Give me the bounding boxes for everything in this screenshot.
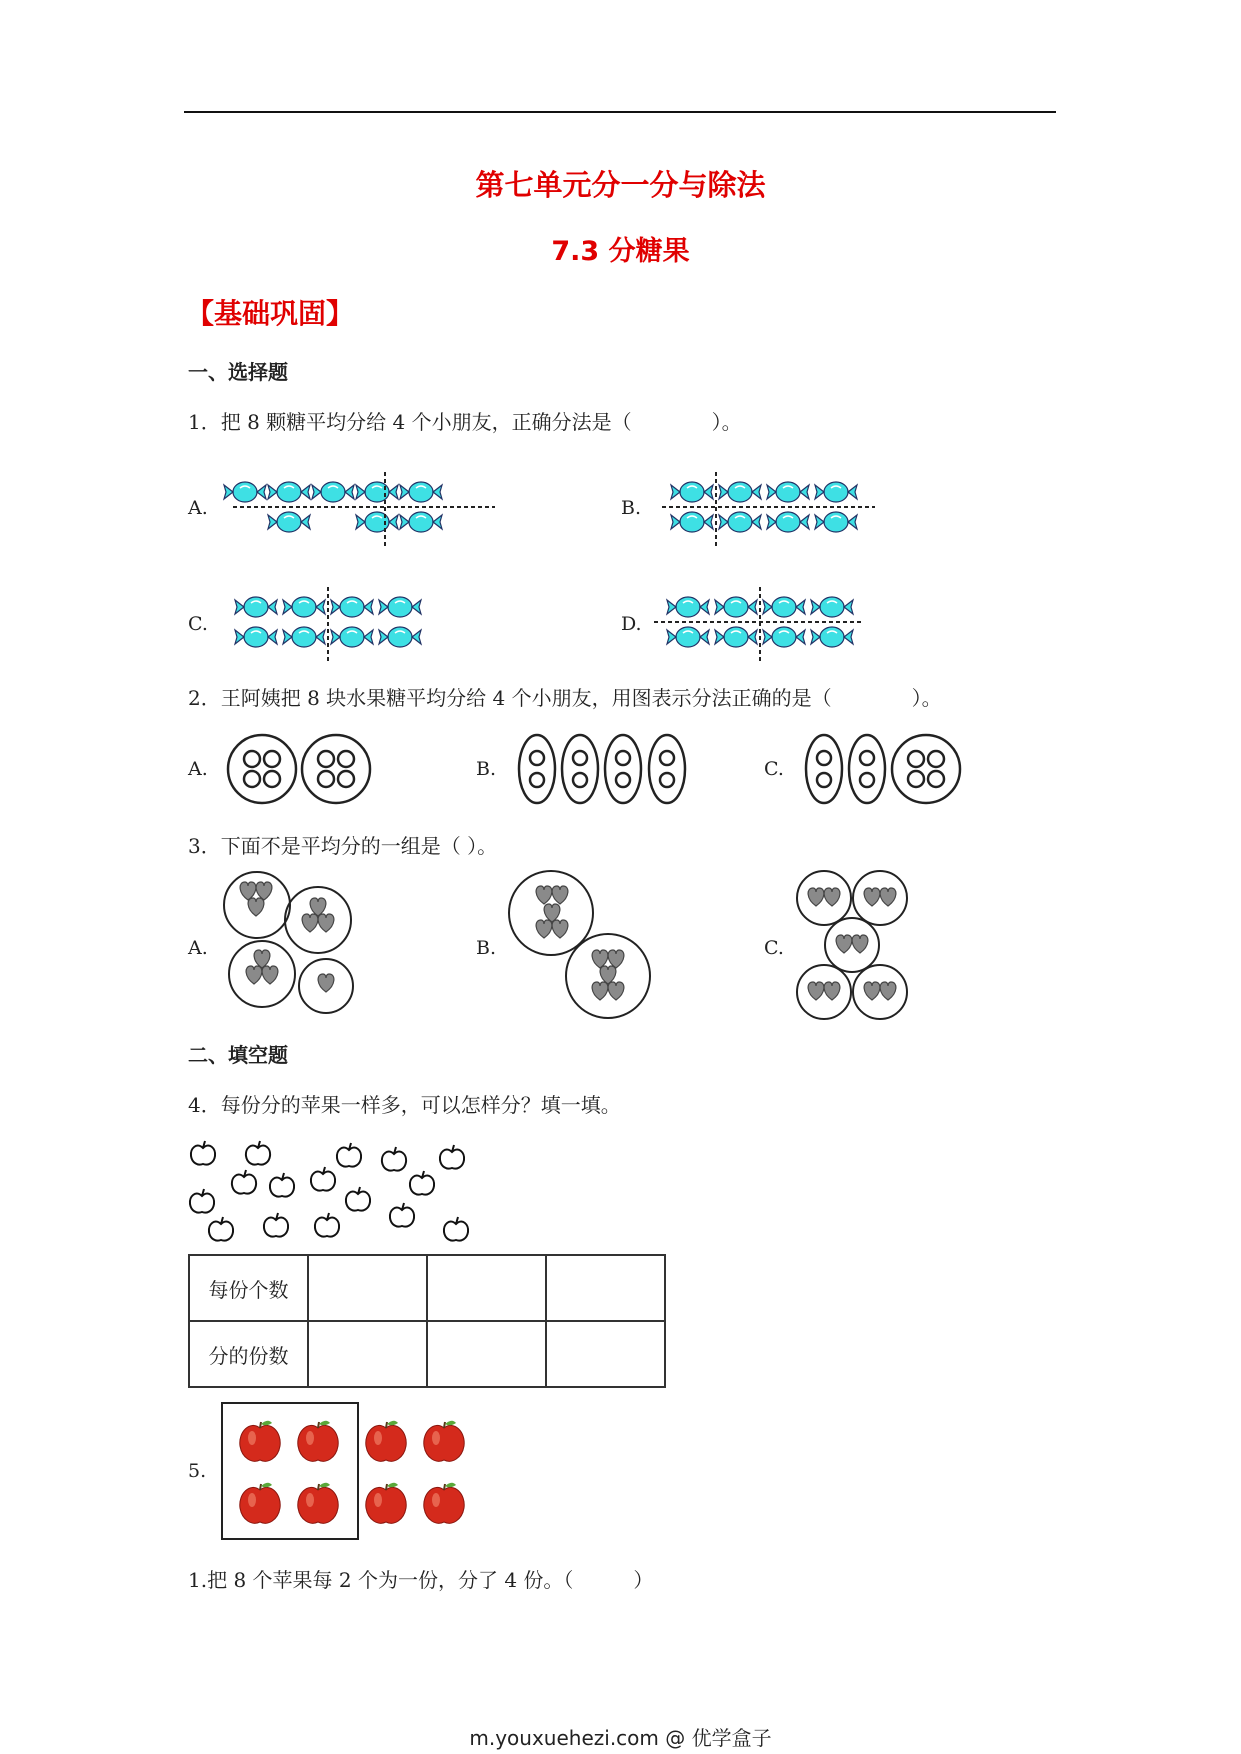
q1-option-b-label[interactable]: B. — [621, 497, 642, 519]
apples-outline-group — [186, 1138, 476, 1248]
question-5-statement: 1.把 8 个苹果每 2 个为一份，分了 4 份。（ ） — [188, 1568, 654, 1592]
table-row — [189, 1255, 665, 1321]
q2-option-b-label[interactable]: B. — [476, 758, 497, 780]
q1-option-a-label[interactable]: A. — [188, 497, 208, 519]
header-rule — [184, 111, 1056, 113]
q3-option-c-label[interactable]: C. — [764, 937, 784, 959]
footer-watermark: m.youxuehezi.com @ 优学盒子 — [469, 1726, 772, 1750]
q1-option-d-candies — [652, 585, 872, 665]
question-5-number: 5. — [188, 1460, 207, 1482]
table-row — [189, 1321, 665, 1387]
question-1-text: 1．把 8 颗糖平均分给 4 个小朋友，正确分法是（ ）。 — [188, 410, 742, 434]
q1-option-c-candies — [228, 585, 428, 665]
q2-option-a-label[interactable]: A. — [188, 758, 208, 780]
q1-option-c-label[interactable]: C. — [188, 613, 208, 635]
table-cell-blank[interactable] — [427, 1321, 546, 1387]
lesson-title: 7.3 分糖果 — [551, 236, 690, 267]
table-cell-blank[interactable] — [546, 1321, 665, 1387]
q2-option-b-groups — [517, 733, 692, 805]
table-cell-blank[interactable] — [546, 1255, 665, 1321]
red-apple-icon — [240, 1421, 464, 1524]
unit-title: 第七单元分一分与除法 — [475, 168, 766, 202]
q3-option-b-hearts — [508, 870, 658, 1020]
table-cell-blank[interactable] — [308, 1255, 427, 1321]
question-2-text: 2．王阿姨把 8 块水果糖平均分给 4 个小朋友，用图表示分法正确的是（ ）。 — [188, 686, 942, 710]
row-label-share-count: 分的份数 — [189, 1321, 308, 1387]
part1-heading: 一、选择题 — [188, 360, 288, 384]
question-4-text: 4．每份分的苹果一样多，可以怎样分？填一填。 — [188, 1093, 621, 1117]
q1-option-b-candies — [660, 470, 880, 550]
table-cell-blank[interactable] — [308, 1321, 427, 1387]
apple-outline-icon — [190, 1141, 468, 1241]
q3-option-a-hearts — [222, 870, 362, 1020]
row-label-per-share: 每份个数 — [189, 1255, 308, 1321]
red-apples-group — [236, 1418, 476, 1528]
q3-option-a-label[interactable]: A. — [188, 937, 208, 959]
q1-option-a-candies — [225, 470, 505, 550]
q3-option-b-label[interactable]: B. — [476, 937, 497, 959]
q1-option-d-label[interactable]: D. — [621, 613, 642, 635]
table-cell-blank[interactable] — [427, 1255, 546, 1321]
q2-option-a-groups — [226, 733, 376, 805]
q3-option-c-hearts — [796, 870, 916, 1020]
section-label: 【基础巩固】 — [186, 297, 355, 330]
answer-table — [188, 1254, 666, 1388]
question-3-text: 3．下面不是平均分的一组是（ ）。 — [188, 834, 498, 858]
q2-option-c-groups — [804, 733, 964, 805]
part2-heading: 二、填空题 — [188, 1043, 288, 1067]
q2-option-c-label[interactable]: C. — [764, 758, 784, 780]
